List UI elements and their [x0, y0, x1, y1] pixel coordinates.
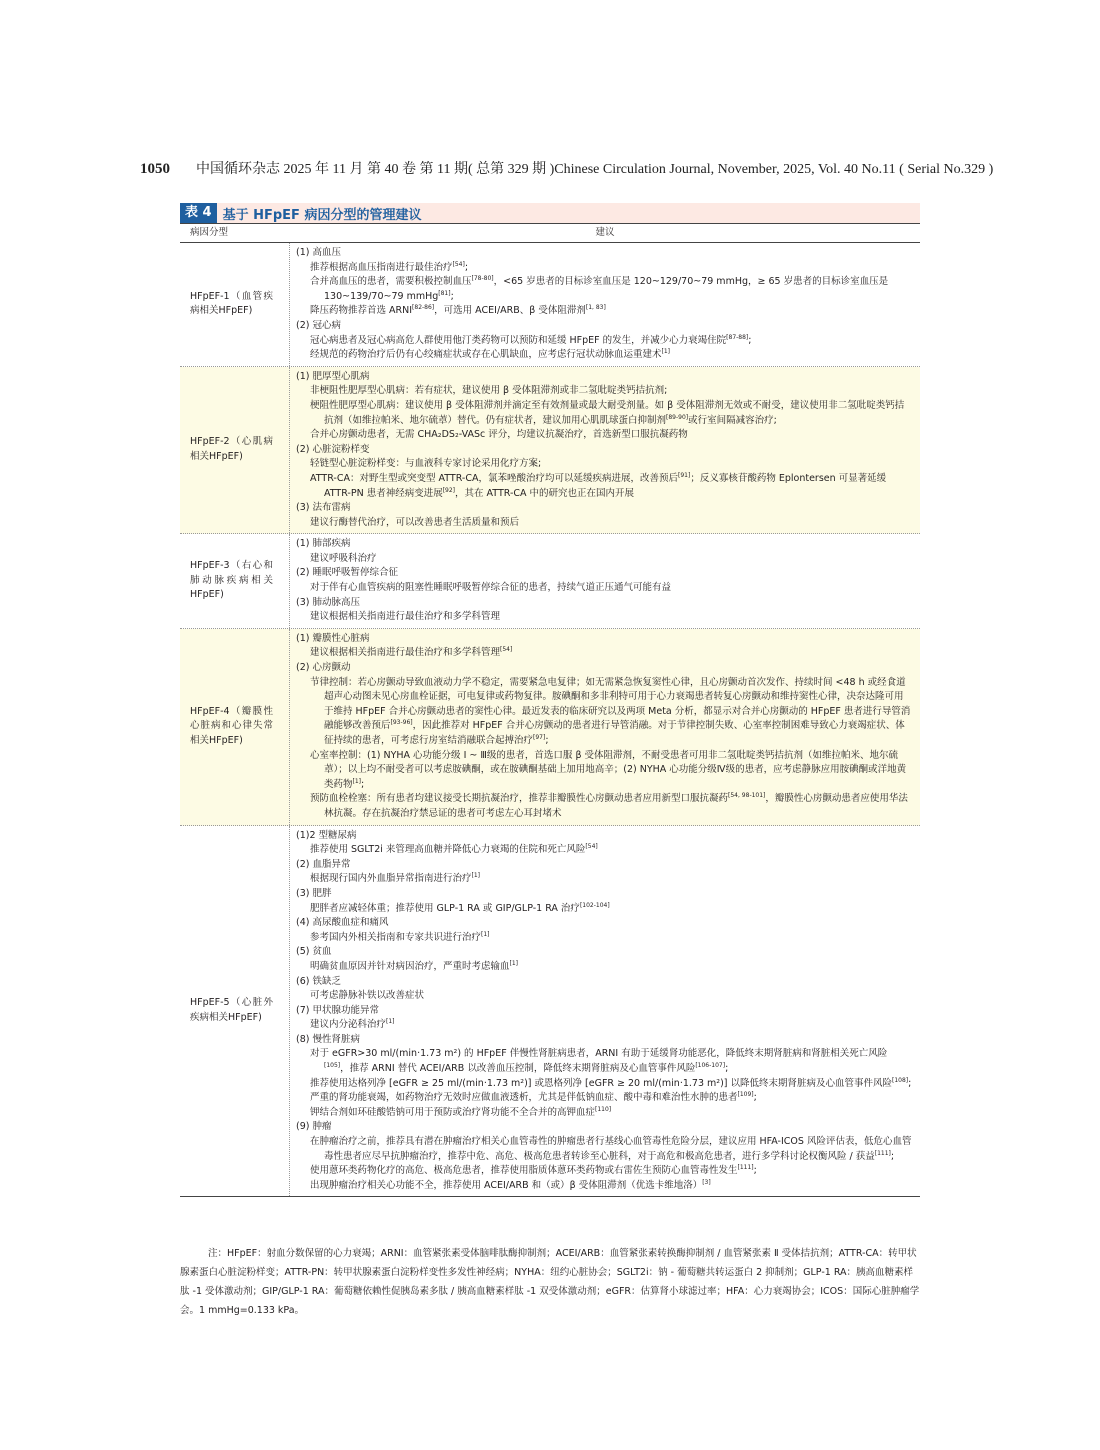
- text-segment: 经规范的药物治疗后仍有心绞痛症状或存在心肌缺血，应考虑行冠状动脉血运重建术: [310, 349, 662, 361]
- text-segment: (9) 肿瘤: [296, 1121, 332, 1133]
- text-segment: 出现肿瘤治疗相关心功能不全，推荐使用 ACEI/ARB 和（或）β 受体阻滞剂（优选卡维地洛）: [310, 1179, 703, 1191]
- text-segment: ，因此推荐对 HFpEF 合并心房颤动的患者进行导管消融。对于节律控制失败、心室率控制困难导致心力衰竭症状、体征持续的患者，可考虑行房室结消融联合起搏治疗: [324, 720, 905, 746]
- reference-citation: [54]: [500, 646, 513, 654]
- text-segment: ;: [753, 1165, 757, 1177]
- condition-heading: [296, 945, 912, 960]
- reference-citation: [97]: [533, 733, 546, 741]
- reference-citation: [105]: [324, 1061, 341, 1069]
- text-segment: (8) 慢性肾脏病: [296, 1033, 360, 1045]
- recommendation-item: [296, 989, 912, 1004]
- recommendations: [290, 629, 920, 825]
- text-segment: 建议根据相关指南进行最佳治疗和多学科管理: [310, 647, 501, 659]
- recommendation-item: [296, 457, 912, 472]
- condition-heading: [296, 596, 912, 611]
- reference-citation: [54]: [585, 843, 598, 850]
- text-segment: ;: [748, 334, 752, 346]
- text-segment: ;: [725, 1063, 729, 1075]
- page-number: 1050: [140, 161, 170, 177]
- text-segment: 建议根据相关指南进行最佳治疗和多学科管理: [310, 611, 501, 623]
- text-segment: (2) 血脂异常: [296, 858, 351, 870]
- text-segment: ，其在 ATTR-CA 中的研究也正在国内开展: [455, 487, 635, 499]
- table-row: [180, 367, 920, 535]
- text-segment: 推荐根据高血压指南进行最佳治疗: [310, 261, 453, 273]
- text-segment: ;: [890, 1150, 895, 1162]
- reference-citation: [1]: [352, 777, 362, 785]
- journal-citation: 中国循环杂志 2025 年 11 月 第 40 卷 第 11 期( 总第 329 期 )Chinese Circulation Journal, November, 2025, Vol. 40 No.11 ( Serial No.329 ): [196, 162, 994, 177]
- text-segment: 钾结合剂如环硅酸锆钠可用于预防或治疗肾功能不全合并的高钾血症: [310, 1106, 596, 1118]
- reference-citation: [109]: [737, 1091, 754, 1099]
- text-segment: (2) 冠心病: [296, 319, 341, 331]
- recommendations: [290, 826, 920, 1197]
- text-segment: (3) 肥胖: [296, 887, 332, 899]
- recommendation-item: [296, 1018, 912, 1033]
- recommendation-item: [296, 1179, 912, 1194]
- recommendation-item: [296, 1091, 912, 1106]
- text-segment: (3) 肺动脉高压: [296, 596, 360, 608]
- condition-heading: [296, 916, 912, 931]
- reference-citation: [54]: [452, 260, 465, 268]
- text-segment: 降压药物推荐首选 ARNI: [310, 305, 413, 317]
- reference-citation: [111]: [737, 1164, 754, 1172]
- condition-heading: [296, 632, 912, 647]
- reference-citation: [78-80]: [471, 275, 494, 283]
- text-segment: (1)2 型糖尿病: [296, 829, 357, 841]
- text-segment: 节律控制：若心房颤动导致血液动力学不稳定，需要紧急电复律；如无需紧急恢复窦性心律，且心房颤动首次发作、持续时间 <48 h 或经食道超声心动图未见心房血栓证据，可电复律或药物复律。胺碘酮和多非利特可用于心力衰竭患者转复心房颤动和维持窦性心律，决奈达隆可用于维持 HFpEF 合并心房颤动患者的窦性心律。最近发表的临床研究以及两项 Meta 分析，都显示对合并心房颤动的 HFpEF 患者进行导管消融能够改善预后: [310, 676, 911, 732]
- text-segment: (1) 肥厚型心肌病: [296, 370, 370, 382]
- recommendation-item: [296, 348, 912, 363]
- text-segment: ，推荐 ARNI 替代 ACEI/ARB 以改善血压控制，降低终末期肾脏病及心血管事件风险: [340, 1063, 696, 1075]
- text-segment: 合并高血压的患者，需要积极控制血压: [310, 276, 472, 288]
- text-segment: ;: [908, 1077, 912, 1089]
- recommendations: [290, 534, 920, 628]
- table-body: [180, 243, 920, 1197]
- text-segment: 严重的肾功能衰竭，如药物治疗无效时应做血液透析，尤其是伴低钠血症、酸中毒和难治性水肿的患者: [310, 1092, 738, 1104]
- table-row: [180, 534, 920, 629]
- recommendation-item: [296, 749, 912, 793]
- recommendation-item: [296, 610, 912, 625]
- recommendation-item: [296, 931, 912, 946]
- table-row: [180, 243, 920, 367]
- condition-heading: [296, 1004, 912, 1019]
- text-segment: ;: [753, 1092, 757, 1104]
- text-segment: ，可选用 ACEI/ARB、β 受体阻滞剂: [434, 305, 586, 317]
- condition-heading: [296, 370, 912, 385]
- text-segment: ;: [545, 735, 549, 746]
- condition-heading: [296, 501, 912, 516]
- reference-citation: [1]: [509, 959, 519, 967]
- condition-heading: [296, 443, 912, 458]
- reference-citation: [54, 98-101]: [728, 792, 766, 800]
- text-segment: (1) 高血压: [296, 247, 341, 258]
- text-segment: (1) 瓣膜性心脏病: [296, 632, 370, 644]
- etiology-type: HFpEF-5（心脏外疾病相关HFpEF): [180, 826, 290, 1197]
- text-segment: (6) 铁缺乏: [296, 975, 341, 987]
- text-segment: (7) 甲状腺功能异常: [296, 1004, 379, 1016]
- recommendation-item: [296, 960, 912, 975]
- reference-citation: [3]: [702, 1178, 711, 1186]
- reference-citation: [1]: [386, 1018, 395, 1026]
- text-segment: 预防血栓栓塞：所有患者均建议接受长期抗凝治疗，推荐非瓣膜性心房颤动患者应用新型口服抗凝药: [310, 793, 729, 805]
- reference-citation: [111]: [874, 1149, 891, 1157]
- etiology-type: HFpEF-3（右心和肺动脉疾病相关 HFpEF): [180, 534, 290, 628]
- recommendation-item: [296, 516, 912, 531]
- table-title: 基于 HFpEF 病因分型的管理建议: [222, 207, 422, 223]
- reference-citation: [1]: [471, 872, 481, 880]
- recommendation-item: [296, 399, 912, 428]
- text-segment: 合并心房颤动患者，无需 CHA₂DS₂-VASc 评分，均建议抗凝治疗，首选新型口服抗凝药物: [310, 429, 688, 441]
- condition-heading: [296, 829, 912, 844]
- text-segment: 在肿瘤治疗之前，推荐具有潜在肿瘤治疗相关心血管毒性的肿瘤患者行基线心血管毒性危险分层，建议应用 HFA-ICOS 风险评估表，低危心血管毒性患者应尽早抗肿瘤治疗，推荐中危、高危、极高危患者转诊至心脏科，对于高危和极高危患者，进行多学科讨论权衡风险 / 获益: [310, 1136, 912, 1162]
- recommendation-item: [296, 334, 912, 349]
- reference-citation: [81]: [438, 289, 451, 297]
- text-segment: 轻链型心脏淀粉样变：与血液科专家讨论采用化疗方案;: [310, 458, 542, 470]
- table-caption: [180, 203, 920, 223]
- text-segment: (1) 肺部疾病: [296, 538, 351, 550]
- table-header: [180, 223, 920, 243]
- notes-text: 注：HFpEF：射血分数保留的心力衰竭；ARNI：血管紧张素受体脑啡肽酶抑制剂；ACEI/ARB：血管紧张素转换酶抑制剂 / 血管紧张素 Ⅱ 受体拮抗剂；ATTR-CA：转甲状腺素蛋白心脏淀粉样变；ATTR-PN：转甲状腺素蛋白淀粉样变性多发性神经病；NYHA：纽约心脏协会；SGLT2i：钠 - 葡萄糖共转运蛋白 2 抑制剂；GLP-1 RA：胰高血糖素样肽 -1 受体激动剂；GIP/GLP-1 RA：葡萄糖依赖性促胰岛素多肽 / 胰高血糖素样肽 -1 双受体激动剂；eGFR：估算肾小球滤过率；HFA：心力衰竭协会；ICOS：国际心脏肿瘤学会。1 mmHg=0.133 kPa。: [180, 1248, 920, 1316]
- table-number: 表 4: [180, 203, 217, 223]
- recommendation-item: [296, 552, 912, 567]
- text-segment: 可考虑静脉补铁以改善症状: [310, 990, 425, 1002]
- recommendation-item: [296, 261, 912, 276]
- text-segment: ，瓣膜性心房颤动患者应使用华法林抗凝。存在抗凝治疗禁忌证的患者可考虑左心耳封堵术: [324, 793, 908, 819]
- text-segment: (2) 睡眠呼吸暂停综合征: [296, 567, 398, 579]
- table-notes: [180, 1244, 922, 1320]
- reference-citation: [93-96]: [390, 719, 413, 727]
- condition-heading: [296, 858, 912, 873]
- text-segment: 使用蒽环类药物化疗的高危、极高危患者，推荐使用脂质体蒽环类药物或右雷佐生预防心血管毒性发生: [310, 1165, 738, 1177]
- recommendation-item: [296, 472, 912, 501]
- condition-heading: [296, 975, 912, 990]
- text-segment: 建议内分泌科治疗: [310, 1019, 387, 1031]
- condition-heading: [296, 887, 912, 902]
- text-segment: 建议呼吸科治疗: [310, 552, 377, 564]
- text-segment: 或行室间隔减容治疗;: [688, 414, 777, 426]
- text-segment: 梗阻性肥厚型心肌病：建议使用 β 受体阻滞剂并滴定至有效剂量或最大耐受剂量。如 β 受体阻滞剂无效或不耐受，建议使用非二氢吡啶类钙拮抗剂（如维拉帕米、地尔硫䓬）替代。仍有症状者，建议加用心肌肌球蛋白抑制剂: [310, 399, 905, 426]
- text-segment: 推荐使用 SGLT2i 来管理高血糖并降低心力衰竭的住院和死亡风险: [310, 844, 586, 856]
- text-segment: ;: [450, 290, 454, 302]
- recommendation-item: [296, 304, 912, 319]
- text-segment: 非梗阻性肥厚型心肌病：若有症状，建议使用 β 受体阻滞剂或非二氢吡啶类钙拮抗剂;: [310, 385, 668, 397]
- recommendations: [290, 367, 920, 534]
- recommendation-item: [296, 384, 912, 399]
- text-segment: ，<65 岁患者的目标诊室血压是 120~129/70~79 mmHg，≥ 65 岁患者的目标诊室血压是 130~139/70~79 mmHg: [324, 276, 889, 302]
- condition-heading: [296, 566, 912, 581]
- text-segment: (5) 贫血: [296, 946, 332, 958]
- reference-citation: [110]: [595, 1105, 612, 1113]
- text-segment: (2) 心房颤动: [296, 662, 351, 674]
- reference-citation: [106-107]: [695, 1061, 726, 1069]
- recommendation-item: [296, 1135, 912, 1164]
- text-segment: ；反义寡核苷酸药物 Eplontersen 可显著延缓 ATTR-PN 患者神经病变进展: [324, 472, 887, 499]
- text-segment: (4) 高尿酸血症和痛风: [296, 917, 389, 929]
- running-header: [140, 158, 994, 178]
- recommendation-item: [296, 872, 912, 887]
- recommendation-item: [296, 646, 912, 661]
- condition-heading: [296, 246, 912, 261]
- text-segment: 冠心病患者及冠心病高危人群使用他汀类药物可以预防和延缓 HFpEF 的发生，并减少心力衰竭住院: [310, 334, 727, 346]
- text-segment: ATTR-CA：对野生型或突变型 ATTR-CA，氯苯唑酸治疗均可以延缓疾病进展，改善预后: [310, 472, 678, 484]
- reference-citation: [87-88]: [726, 333, 749, 341]
- condition-heading: [296, 319, 912, 334]
- management-table: [180, 203, 920, 1197]
- text-segment: 肥胖者应减轻体重；推荐使用 GLP-1 RA 或 GIP/GLP-1 RA 治疗: [310, 902, 580, 914]
- etiology-type: HFpEF-1（血管疾病相关HFpEF): [180, 243, 290, 366]
- recommendation-item: [296, 1077, 912, 1092]
- recommendation-item: [296, 843, 912, 858]
- text-segment: 对于伴有心血管疾病的阻塞性睡眠呼吸暂停综合征的患者，持续气道正压通气可能有益: [310, 582, 672, 594]
- text-segment: 推荐使用达格列净 [eGFR ≥ 25 ml/(min·1.73 m²)] 或恩格列净 [eGFR ≥ 20 ml/(min·1.73 m²)] 以降低终末期肾脏病及心血管事件风险: [310, 1077, 893, 1089]
- reference-citation: [1, 83]: [585, 304, 606, 312]
- table-row: [180, 826, 920, 1198]
- recommendation-item: [296, 581, 912, 596]
- condition-heading: [296, 661, 912, 676]
- reference-citation: [92]: [442, 486, 456, 494]
- reference-citation: [89-90]: [666, 413, 689, 421]
- recommendation-item: [296, 1106, 912, 1121]
- reference-citation: [91]: [677, 471, 691, 479]
- text-segment: 根据现行国内外血脂异常指南进行治疗: [310, 873, 472, 885]
- condition-heading: [296, 1033, 912, 1048]
- etiology-type: HFpEF-4（瓣膜性心脏病和心律失常相关HFpEF): [180, 629, 290, 825]
- col-header-type: 病因分型: [190, 227, 229, 238]
- recommendation-item: [296, 792, 912, 821]
- text-segment: (3) 法布雷病: [296, 502, 351, 514]
- reference-citation: [82-86]: [412, 304, 435, 312]
- reference-citation: [1]: [481, 930, 490, 938]
- text-segment: ;: [361, 778, 365, 790]
- text-segment: 建议行酶替代治疗，可以改善患者生活质量和预后: [310, 516, 520, 528]
- text-segment: 心室率控制：(1) NYHA 心功能分级 Ⅰ ~ Ⅲ级的患者，首选口服 β 受体阻滞剂，不耐受患者可用非二氢吡啶类钙拮抗剂（如维拉帕米、地尔硫䓬）；以上均不耐受者可以考虑胺碘酮，或在胺碘酮基础上加用地高辛；(2) NYHA 心功能分级Ⅳ级的患者，应考虑静脉应用胺碘酮或洋地黄类药物: [310, 749, 907, 790]
- text-segment: 参考国内外相关指南和专家共识进行治疗: [310, 931, 482, 943]
- text-segment: 明确贫血原因并针对病因治疗，严重时考虑输血: [310, 960, 510, 972]
- col-header-advice: 建议: [595, 227, 615, 238]
- recommendation-item: [296, 1047, 912, 1076]
- text-segment: 对于 eGFR>30 ml/(min·1.73 m²) 的 HFpEF 伴慢性肾脏病患者，ARNI 有助于延缓肾功能恶化，降低终末期肾脏病和肾脏相关死亡风险: [310, 1048, 888, 1060]
- condition-heading: [296, 1120, 912, 1135]
- text-segment: (2) 心脏淀粉样变: [296, 443, 370, 455]
- text-segment: ;: [464, 261, 469, 273]
- reference-citation: [108]: [892, 1076, 909, 1084]
- recommendation-item: [296, 676, 912, 749]
- recommendation-item: [296, 428, 912, 443]
- etiology-type: HFpEF-2（心肌病相关HFpEF): [180, 367, 290, 534]
- recommendation-item: [296, 275, 912, 304]
- reference-citation: [102-104]: [579, 901, 610, 909]
- recommendation-item: [296, 902, 912, 917]
- reference-citation: [1]: [661, 348, 671, 355]
- recommendation-item: [296, 1164, 912, 1179]
- condition-heading: [296, 537, 912, 552]
- recommendations: [290, 243, 920, 366]
- table-row: [180, 629, 920, 826]
